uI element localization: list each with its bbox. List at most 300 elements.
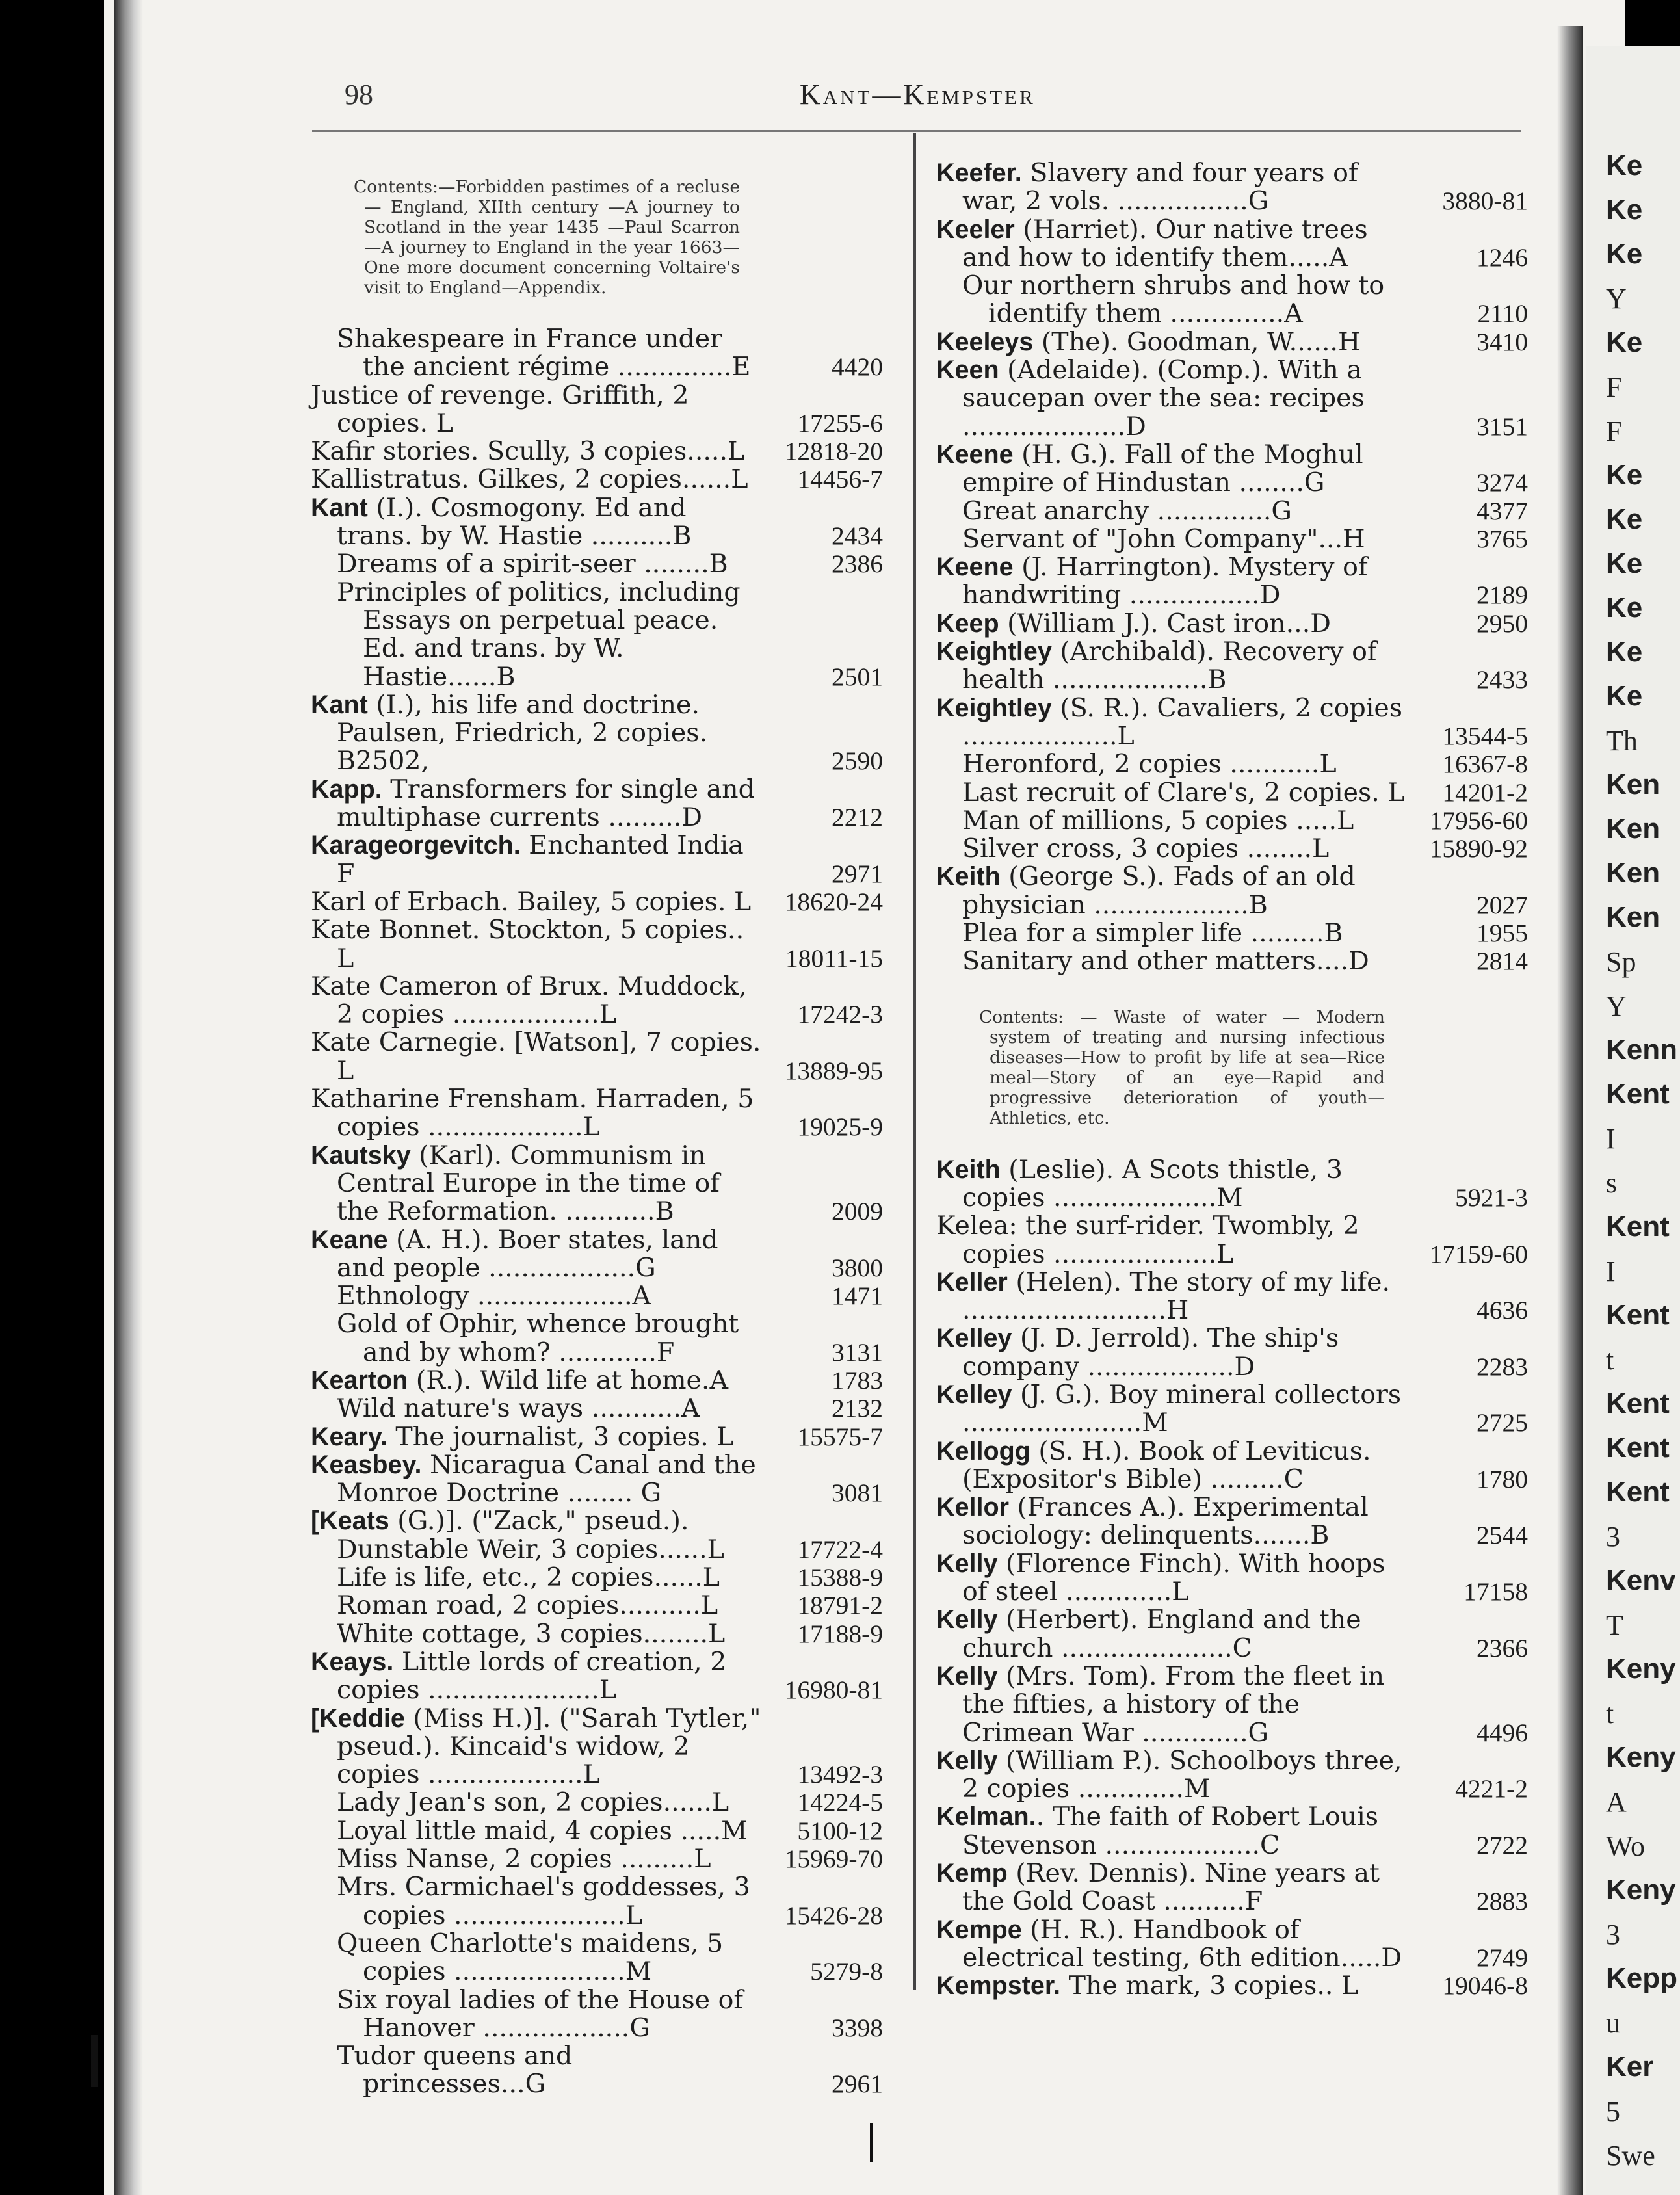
facing-page-stub: Kent: [1606, 1432, 1670, 1464]
entry-text: Wild nature's ways ...........A: [337, 1393, 700, 1424]
call-number: 14224-5: [797, 1788, 883, 1817]
catalog-entry: [311, 1930, 883, 1986]
call-number: 13492-3: [797, 1760, 883, 1789]
call-number: 4377: [1477, 496, 1528, 525]
entry-text: (The). Goodman, W......H: [1033, 326, 1361, 357]
left-entries-list: [311, 325, 883, 2099]
call-number: 14456-7: [797, 465, 883, 494]
entry-text: Loyal little maid, 4 copies .....M: [337, 1815, 748, 1846]
entry-text: (Florence Finch). With hoops of steel .............L: [962, 1548, 1385, 1607]
entry-heading: Keefer.: [936, 159, 1022, 187]
entry-text: (Miss H.)]. ("Sarah Tytler," pseud.). Kincaid's widow, 2 copies ...................L: [337, 1703, 761, 1790]
catalog-entry: [936, 835, 1528, 863]
entry-text: Miss Nanse, 2 copies .........L: [337, 1844, 711, 1874]
facing-page-stub: Th: [1606, 725, 1638, 757]
catalog-entry: [311, 438, 883, 466]
facing-page-stub: 3: [1606, 1521, 1620, 1553]
entry-text: Enchanted India F: [337, 830, 744, 889]
facing-page-stub: Swe: [1606, 2140, 1655, 2172]
entry-text: Sanitary and other matters....D: [962, 946, 1369, 977]
call-number: 2386: [832, 549, 883, 579]
catalog-entry: [311, 1648, 883, 1705]
facing-page-stub: Ken: [1606, 769, 1660, 800]
catalog-entry: [311, 1620, 883, 1648]
call-number: 5100-12: [797, 1816, 883, 1845]
entry-heading: [Keats: [311, 1506, 389, 1536]
entry-text: Karl of Erbach. Bailey, 5 copies. L: [311, 886, 752, 917]
facing-page-stub: Ke: [1606, 680, 1643, 712]
call-number: 15388-9: [797, 1563, 883, 1592]
call-number: 13544-5: [1442, 721, 1528, 750]
call-number: 4221-2: [1455, 1774, 1528, 1804]
catalog-entry: [311, 973, 883, 1029]
facing-page-stub: Y: [1606, 283, 1627, 315]
facing-page-stub: Kent: [1606, 1078, 1670, 1110]
call-number: 3151: [1477, 412, 1528, 441]
call-number: 2749: [1477, 1943, 1528, 1972]
facing-page-stub: Ke: [1606, 194, 1643, 226]
catalog-entry: [311, 1085, 883, 1142]
catalog-entry: [311, 1226, 883, 1283]
entry-heading: Keith: [936, 1155, 1001, 1184]
call-number: 2725: [1477, 1408, 1528, 1438]
catalog-entry: [311, 1817, 883, 1845]
entry-text: (H. R.). Handbook of electrical testing, 6th edition.....D: [962, 1914, 1402, 1973]
call-number: 2212: [832, 803, 883, 832]
entry-text: White cottage, 3 copies........L: [337, 1618, 726, 1649]
column-divider: [913, 133, 916, 1990]
entry-text: Our northern shrubs and how to identify them ..............A: [962, 270, 1385, 329]
call-number: 2434: [832, 521, 883, 551]
call-number: 16980-81: [784, 1676, 883, 1705]
entry-text: . The faith of Robert Louis Stevenson ...................C: [962, 1802, 1378, 1860]
entry-text: (Adelaide). (Comp.). With a saucepan over the sea: recipes ....................D: [962, 355, 1365, 441]
catalog-entry: [311, 1873, 883, 1930]
entry-text: (William J.). Cast iron...D: [999, 608, 1331, 638]
call-number: 15575-7: [797, 1422, 883, 1451]
entry-heading: Kelley: [936, 1324, 1012, 1353]
catalog-entry: [936, 750, 1528, 778]
catalog-entry: [936, 947, 1528, 975]
call-number: 19046-8: [1442, 1971, 1528, 2001]
entry-text: (H. G.). Fall of the Moghul empire of Hindustan ........G: [962, 439, 1363, 498]
entry-text: Justice of revenge. Griffith, 2 copies. L: [311, 380, 689, 438]
entry-heading: Kempe: [936, 1915, 1022, 1944]
catalog-entry: [936, 1803, 1528, 1860]
catalog-entry: [311, 1395, 883, 1423]
catalog-entry: [311, 1789, 883, 1817]
call-number: 2132: [832, 1394, 883, 1423]
entry-heading: Kelley: [936, 1380, 1012, 1409]
entry-text: Kate Bonnet. Stockton, 5 copies.. L: [311, 915, 744, 973]
entry-text: Dreams of a spirit-seer ........B: [337, 549, 728, 579]
entry-text: (Karl). Communism in Central Europe in the time of the Reformation. ...........B: [337, 1140, 720, 1227]
catalog-entry: [311, 579, 883, 691]
facing-page-stub: Kepp: [1606, 1962, 1677, 1994]
entry-heading: Kant: [311, 493, 368, 522]
call-number: 2961: [832, 2070, 883, 2099]
facing-page-stub: Keny: [1606, 1874, 1676, 1906]
catalog-entry: [311, 776, 883, 832]
catalog-entry: [936, 1663, 1528, 1747]
facing-page-stub: Ker: [1606, 2051, 1654, 2083]
catalog-entry: [311, 1367, 883, 1395]
entry-text: Heronford, 2 copies ...........L: [962, 749, 1337, 780]
call-number: 17255-6: [797, 408, 883, 438]
call-number: 4636: [1477, 1296, 1528, 1325]
entry-text: (I.), his life and doctrine. Paulsen, Friedrich, 2 copies. B2502,: [337, 689, 708, 776]
entry-text: Gold of Ophir, whence brought and by whom? ............F: [337, 1309, 739, 1367]
facing-page-stub: Ken: [1606, 857, 1660, 889]
entry-heading: Kautsky: [311, 1140, 411, 1170]
entry-text: Plea for a simpler life .........B: [962, 918, 1343, 949]
call-number: 17159-60: [1429, 1239, 1528, 1268]
catalog-entry: [311, 382, 883, 438]
catalog-entry: [311, 1310, 883, 1367]
entry-heading: Karageorgevitch.: [311, 831, 521, 860]
entry-heading: Keller: [936, 1267, 1008, 1296]
catalog-entry: [936, 497, 1528, 525]
entry-heading: Keene: [936, 440, 1014, 469]
facing-page-stub: Ke: [1606, 150, 1643, 181]
facing-page-edge: [1586, 46, 1680, 2195]
facing-page-stub: T: [1606, 1609, 1623, 1641]
facing-page-stub: Ke: [1606, 503, 1643, 535]
catalog-entry: [936, 441, 1528, 497]
catalog-entry: [936, 779, 1528, 807]
entry-text: Silver cross, 3 copies ........L: [962, 834, 1330, 864]
call-number: 2009: [832, 1197, 883, 1226]
call-number: 3081: [832, 1479, 883, 1508]
catalog-entry: [311, 1282, 883, 1310]
call-number: 1783: [832, 1365, 883, 1395]
facing-page-stub: I: [1606, 1255, 1616, 1287]
catalog-entry: [936, 610, 1528, 638]
call-number: 19025-9: [797, 1112, 883, 1142]
catalog-entry: [936, 553, 1528, 610]
entry-heading: Keeleys: [936, 327, 1034, 356]
entry-heading: Keen: [936, 356, 999, 385]
entry-text: (Herbert). England and the church .....................C: [962, 1605, 1361, 1663]
catalog-entry: [936, 159, 1528, 216]
entry-text: (R.). Wild life at home.A: [408, 1365, 728, 1395]
call-number: 3274: [1477, 468, 1528, 497]
catalog-entry: [311, 1451, 883, 1508]
entry-text: Kallistratus. Gilkes, 2 copies......L: [311, 464, 748, 495]
entry-text: (Frances A.). Experimental sociology: delinquents.......B: [962, 1492, 1369, 1551]
catalog-entry: [311, 466, 883, 493]
call-number: 1780: [1477, 1464, 1528, 1493]
facing-page-stub: Ke: [1606, 592, 1643, 624]
catalog-entry: [936, 1916, 1528, 1973]
entry-text: Lady Jean's son, 2 copies......L: [337, 1787, 729, 1818]
call-number: 2722: [1477, 1830, 1528, 1860]
entry-heading: Keasbey.: [311, 1450, 422, 1479]
scan-mark: [91, 2035, 98, 2087]
call-number: 1471: [832, 1282, 883, 1311]
entry-text: Kafir stories. Scully, 3 copies.....L: [311, 436, 745, 467]
call-number: 17722-4: [797, 1534, 883, 1564]
entry-text: The mark, 3 copies.. L: [1060, 1971, 1359, 2001]
facing-page-stub: Ke: [1606, 326, 1643, 358]
catalog-entry: [311, 1592, 883, 1620]
right-entries-list-a: [936, 159, 1528, 976]
catalog-entry: [311, 1536, 883, 1564]
scan-mark: [870, 2123, 873, 2162]
entry-heading: Kemp: [936, 1859, 1008, 1888]
entry-text: (Archibald). Recovery of health ...................B: [962, 637, 1377, 695]
page-header: [312, 73, 1641, 118]
entry-text: (S. H.). Book of Leviticus. (Expositor's Bible) .........C: [962, 1436, 1371, 1494]
catalog-entry: [311, 1845, 883, 1873]
facing-page-stub: Kenn: [1606, 1034, 1677, 1066]
catalog-entry: [936, 807, 1528, 835]
facing-page-stub: Kenv: [1606, 1564, 1676, 1596]
catalog-entry: [936, 694, 1528, 751]
call-number: 18011-15: [785, 943, 883, 973]
call-number: 15890-92: [1429, 834, 1528, 863]
facing-page-stub: Keny: [1606, 1653, 1676, 1685]
entry-text: Kate Carnegie. [Watson], 7 copies. L: [311, 1027, 761, 1086]
entry-text: The journalist, 3 copies. L: [387, 1421, 734, 1452]
running-title: Kant—Kempster: [800, 79, 1036, 111]
page-fold: [1557, 26, 1583, 2195]
entry-text: (Rev. Dennis). Nine years at the Gold Coast ..........F: [962, 1858, 1380, 1917]
facing-page-stub: 5: [1606, 2096, 1620, 2127]
book-gutter: [114, 0, 143, 2195]
call-number: 17158: [1463, 1577, 1528, 1607]
entry-heading: Kempster.: [936, 1971, 1061, 2001]
catalog-entry: [936, 1212, 1528, 1268]
facing-page-stub: t: [1606, 1698, 1614, 1729]
entry-text: (G.)]. ("Zack," pseud.).: [389, 1506, 689, 1536]
facing-page-stub: Kent: [1606, 1476, 1670, 1508]
catalog-entry: [311, 550, 883, 578]
catalog-entry: [936, 1268, 1528, 1325]
entry-text: (William P.). Schoolboys three, 2 copies .............M: [962, 1745, 1402, 1804]
contents-note: Contents: — Waste of water — Modern system of treating and nursing infectious diseases—How to profit by life at sea—Rice meal—Story of an eye—Rapid and progressive deterioration of youth—Athletics, etc.: [979, 1007, 1385, 1129]
entry-text: Nicaragua Canal and the Monroe Doctrine ........ G: [337, 1449, 756, 1508]
catalog-entry: [936, 1747, 1528, 1804]
entry-text: Six royal ladies of the House of Hanover ..................G: [337, 1984, 744, 2043]
entry-text: Roman road, 2 copies..........L: [337, 1590, 718, 1621]
facing-page-stub: Ke: [1606, 459, 1643, 491]
catalog-entry: [311, 916, 883, 973]
entry-text: Principles of politics, including Essays on perpetual peace. Ed. and trans. by W. Hastie......B: [337, 577, 741, 692]
facing-page-stub: Ken: [1606, 901, 1660, 933]
facing-page-stub: Sp: [1606, 946, 1636, 978]
facing-page-stub: Ke: [1606, 238, 1643, 270]
entry-heading: Kelly: [936, 1661, 998, 1690]
facing-page-stub: Kent: [1606, 1299, 1670, 1331]
catalog-entry: [936, 272, 1528, 328]
entry-text: (Harriet). Our native trees and how to identify them.....A: [962, 214, 1368, 272]
call-number: 2027: [1477, 890, 1528, 919]
call-number: 2971: [832, 859, 883, 888]
catalog-entry: [936, 919, 1528, 947]
catalog-entry: [311, 1142, 883, 1226]
spacer: [936, 976, 1528, 990]
entry-heading: Kant: [311, 690, 368, 719]
entry-text: (J. Harrington). Mystery of handwriting ................D: [962, 552, 1368, 611]
call-number: 14201-2: [1442, 778, 1528, 807]
call-number: 3131: [832, 1337, 883, 1367]
call-number: 15426-28: [784, 1900, 883, 1930]
entry-text: Transformers for single and multiphase currents .........D: [337, 774, 755, 833]
call-number: 2366: [1477, 1633, 1528, 1663]
catalog-entry: [936, 1606, 1528, 1663]
call-number: 16367-8: [1442, 750, 1528, 779]
call-number: 2283: [1477, 1352, 1528, 1381]
catalog-entry: [936, 1438, 1528, 1494]
call-number: 4420: [832, 352, 883, 382]
entry-heading: Kelly: [936, 1746, 998, 1775]
catalog-entry: [936, 525, 1528, 553]
call-number: 5921-3: [1455, 1183, 1528, 1212]
entry-heading: Keep: [936, 609, 999, 638]
entry-text: Kelea: the surf-rider. Twombly, 2 copies ....................L: [936, 1211, 1359, 1269]
catalog-entry: [936, 1324, 1528, 1381]
facing-page-stub: Y: [1606, 990, 1627, 1022]
catalog-entry: [311, 888, 883, 916]
facing-page-stub: Ken: [1606, 813, 1660, 845]
call-number: 2433: [1477, 665, 1528, 694]
catalog-entry: [311, 832, 883, 888]
call-number: 12818-20: [784, 437, 883, 466]
entry-text: Life is life, etc., 2 copies......L: [337, 1562, 720, 1593]
entry-text: (Mrs. Tom). From the fleet in the fifties, a history of the Crimean War .............G: [962, 1661, 1385, 1748]
facing-page-stub: Ke: [1606, 547, 1643, 579]
facing-page-stub: F: [1606, 415, 1622, 447]
call-number: 17188-9: [797, 1619, 883, 1648]
facing-page-stub: Keny: [1606, 1741, 1676, 1773]
call-number: 2501: [832, 662, 883, 691]
call-number: 3410: [1477, 327, 1528, 356]
call-number: 2814: [1477, 947, 1528, 976]
catalog-entry: [936, 1493, 1528, 1550]
catalog-entry: [936, 328, 1528, 356]
entry-text: Shakespeare in France under the ancient régime ..............E: [337, 324, 751, 382]
catalog-entry: [936, 1860, 1528, 1916]
call-number: 1246: [1477, 243, 1528, 272]
entry-text: (George S.). Fads of an old physician ...................B: [962, 861, 1356, 920]
catalog-entry: [936, 216, 1528, 272]
catalog-entry: [311, 494, 883, 551]
facing-page-stub: Kent: [1606, 1211, 1670, 1242]
call-number: 5279-8: [810, 1957, 883, 1986]
facing-page-stub: t: [1606, 1344, 1614, 1376]
entry-text: Great anarchy ..............G: [962, 495, 1292, 526]
entry-heading: Kellogg: [936, 1436, 1030, 1466]
call-number: 2590: [832, 746, 883, 776]
entry-heading: Keary.: [311, 1422, 387, 1451]
entry-text: (Helen). The story of my life. .........................H: [962, 1267, 1391, 1326]
call-number: 4496: [1477, 1718, 1528, 1747]
entry-heading: Kelly: [936, 1605, 998, 1635]
facing-page-stub: F: [1606, 371, 1622, 403]
entry-text: Servant of "John Company"...H: [962, 523, 1365, 554]
entry-heading: [Keddie: [311, 1703, 405, 1733]
call-number: 17242-3: [797, 1000, 883, 1029]
call-number: 13889-95: [784, 1056, 883, 1085]
right-entries-list-b: [936, 1156, 1528, 2001]
entry-heading: Keane: [311, 1225, 388, 1254]
entry-text: (I.). Cosmogony. Ed and trans. by W. Hastie ..........B: [337, 492, 692, 551]
entry-text: Katharine Frensham. Harraden, 5 copies ...................L: [311, 1084, 754, 1142]
facing-page-stub: 3: [1606, 1919, 1620, 1951]
contents-note: Contents:—Forbidden pastimes of a recluse — England, XIIth century —A journey to Scotland in the year 1435 —Paul Scarron—A journey to England in the year 1663—One more document concerning Voltaire's visit to England—Appendix.: [354, 176, 740, 298]
entry-text: (S. R.). Cavaliers, 2 copies ...................L: [962, 692, 1403, 751]
entry-text: Dunstable Weir, 3 copies......L: [337, 1534, 724, 1564]
entry-heading: Keith: [936, 862, 1001, 891]
call-number: 3800: [832, 1253, 883, 1282]
entry-heading: Keightley: [936, 637, 1052, 666]
call-number: 3398: [832, 2013, 883, 2042]
catalog-entry: [311, 691, 883, 776]
facing-page-stub: s: [1606, 1167, 1618, 1199]
entry-heading: Keene: [936, 553, 1014, 582]
call-number: 18620-24: [784, 887, 883, 916]
right-column: [936, 159, 1528, 2001]
catalog-entry: [311, 1423, 883, 1451]
entry-text: (Leslie). A Scots thistle, 3 copies ....................M: [962, 1154, 1343, 1213]
entry-heading: Keays.: [311, 1647, 394, 1676]
catalog-entry: [311, 1986, 883, 2043]
entry-text: Tudor queens and princesses...G: [337, 2041, 573, 2099]
call-number: 17956-60: [1429, 806, 1528, 835]
call-number: 3880-81: [1442, 187, 1528, 216]
entry-heading: Kelly: [936, 1549, 998, 1578]
call-number: 3765: [1477, 524, 1528, 553]
facing-page-stub: Wo: [1606, 1830, 1646, 1862]
catalog-entry: [311, 1564, 883, 1592]
entry-text: Little lords of creation, 2 copies .....................L: [337, 1646, 727, 1705]
catalog-entry: [311, 1507, 883, 1535]
header-rule: [312, 130, 1521, 132]
catalog-entry: [311, 1029, 883, 1085]
page-number: 98: [345, 79, 373, 111]
facing-page-stub: Kent: [1606, 1387, 1670, 1419]
call-number: 2110: [1477, 299, 1528, 328]
catalog-entry: [936, 638, 1528, 694]
facing-page-stub: Ke: [1606, 636, 1643, 668]
call-number: 2883: [1477, 1887, 1528, 1916]
entry-heading: Kelman.: [936, 1802, 1036, 1832]
facing-page-stub: A: [1606, 1786, 1627, 1818]
entry-text: Kate Cameron of Brux. Muddock, 2 copies ..................L: [311, 971, 747, 1030]
catalog-entry: [936, 356, 1528, 441]
entry-text: Mrs. Carmichael's goddesses, 3 copies .....................L: [337, 1872, 750, 1930]
entry-heading: Keightley: [936, 693, 1052, 722]
call-number: 18791-2: [797, 1591, 883, 1620]
call-number: 2189: [1477, 581, 1528, 610]
catalog-entry: [311, 2042, 883, 2099]
catalog-entry: [936, 1550, 1528, 1607]
catalog-entry: [936, 863, 1528, 919]
entry-heading: Keeler: [936, 215, 1015, 244]
entry-text: Queen Charlotte's maidens, 5 copies .....................M: [337, 1928, 724, 1987]
catalog-entry: [936, 1156, 1528, 1213]
call-number: 1955: [1477, 919, 1528, 948]
entry-text: Slavery and four years of war, 2 vols. ................G: [962, 158, 1358, 217]
entry-text: Ethnology ...................A: [337, 1281, 651, 1311]
catalog-entry: [936, 1381, 1528, 1438]
call-number: 2950: [1477, 609, 1528, 638]
entry-text: Man of millions, 5 copies .....L: [962, 805, 1354, 835]
entry-text: (J. D. Jerrold). The ship's company ..................D: [962, 1323, 1339, 1382]
left-column: [311, 159, 883, 2099]
entry-text: (A. H.). Boer states, land and people ..................G: [337, 1224, 718, 1283]
